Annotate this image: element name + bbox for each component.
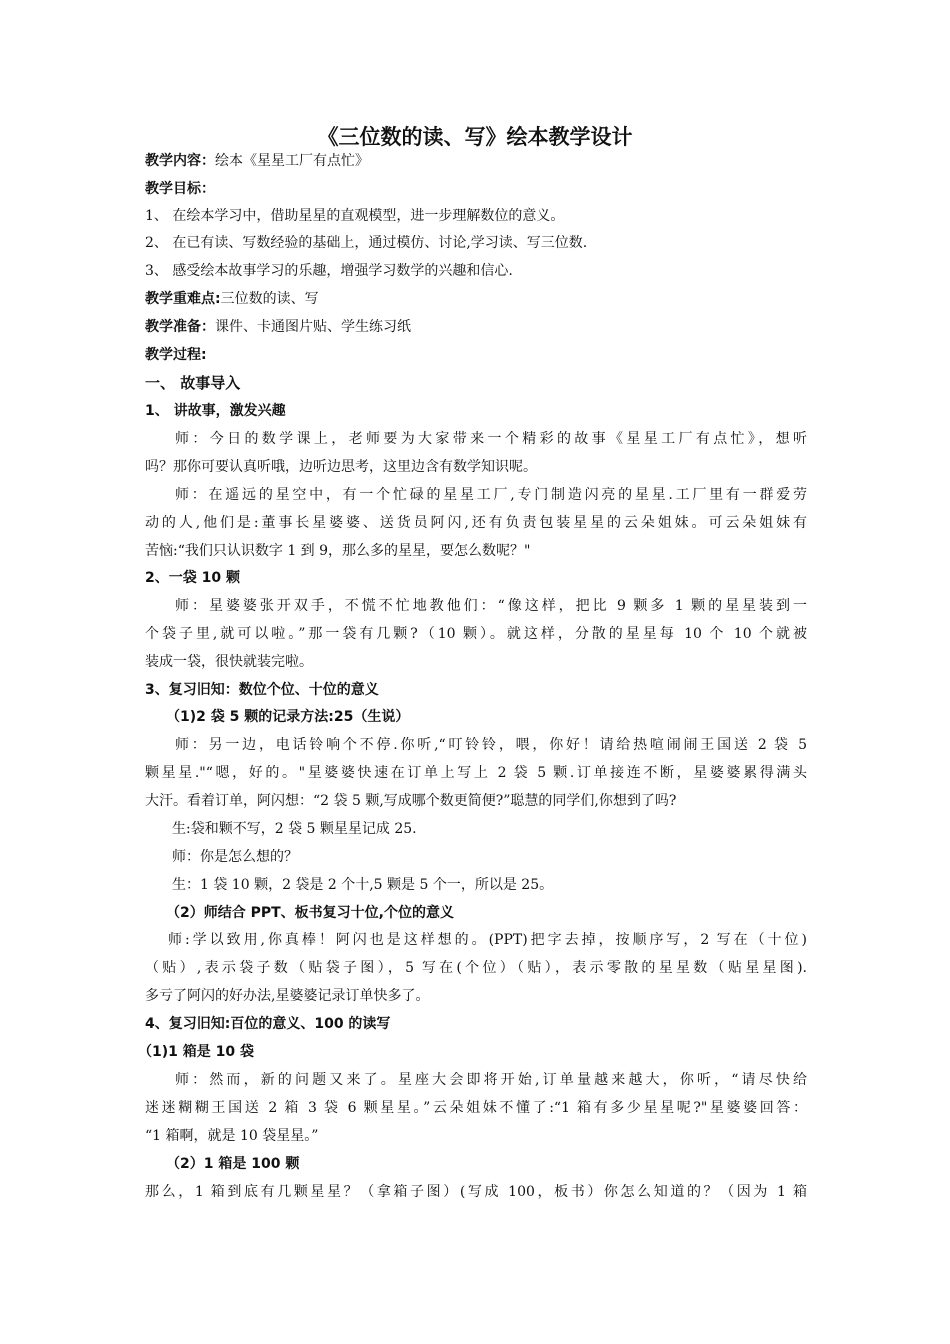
paragraph-line: 师：今日的数学课上，老师要为大家带来一个精彩的故事《星星工厂有点忙》，想听 bbox=[175, 431, 807, 447]
objective-item-1: 1、 在绘本学习中，借助星星的直观模型，进一步理解数位的意义。 bbox=[145, 208, 565, 224]
paragraph-line: 师：另一边，电话铃响个不停.你听,“叮铃铃，喂，你好！请给热喧闹闹王国送 2 袋 5 bbox=[175, 737, 807, 753]
paragraph-line: 颗星星."“嗯，好的。"星婆婆快速在订单上写上 2 袋 5 颗.订单接连不断，星婆婆累得满头 bbox=[145, 765, 807, 781]
paragraph-line: 大汗。看着订单，阿闪想：“2 袋 5 颗,写成哪个数更简便?”聪慧的同学们,你想到了吗? bbox=[145, 793, 677, 809]
paragraph-line: 师：星婆婆张开双手，不慌不忙地教他们：“像这样，把比 9 颗多 1 颗的星星装到一 bbox=[175, 598, 807, 614]
preparation-text: 课件、卡通图片贴、学生练习纸 bbox=[215, 319, 411, 335]
subsection-heading: 3、复习旧知：数位个位、十位的意义 bbox=[145, 682, 379, 698]
objectives-label: 教学目标： bbox=[145, 181, 215, 197]
student-answer: 生:袋和颗不写，2 袋 5 颗星星记成 25. bbox=[172, 821, 417, 837]
document-title: 《三位数的读、写》绘本教学设计 bbox=[317, 125, 633, 149]
content-line bbox=[145, 151, 369, 171]
sub-point-heading: （2）1 箱是 100 颗 bbox=[166, 1156, 300, 1172]
paragraph-line: 师：然而，新的问题又来了。星座大会即将开始,订单量越来越大，你听，“请尽快给 bbox=[175, 1072, 807, 1088]
paragraph-line: 装成一袋，很快就装完啦。 bbox=[145, 654, 313, 670]
teacher-question: 师：你是怎么想的？ bbox=[172, 849, 298, 865]
sub-point-heading: （1)1 箱是 10 袋 bbox=[138, 1044, 254, 1060]
content-text: 绘本《星星工厂有点忙》 bbox=[215, 153, 369, 169]
subsection-heading: 4、复习旧知:百位的意义、100 的读写 bbox=[145, 1016, 391, 1032]
student-answer: 生：1 袋 10 颗，2 袋是 2 个十,5 颗是 5 个一，所以是 25。 bbox=[172, 877, 554, 893]
paragraph-line: 师：在遥远的星空中，有一个忙碌的星星工厂,专门制造闪亮的星星.工厂里有一群爱劳 bbox=[175, 487, 807, 503]
paragraph-line: （贴）,表示袋子数（贴袋子图），5 写在(个位）（贴），表示零散的星星数（贴星星图). bbox=[145, 960, 807, 976]
preparation-line bbox=[145, 317, 411, 337]
subsection-heading: 2、一袋 10 颗 bbox=[145, 570, 240, 586]
paragraph-line: “1 箱啊，就是 10 袋星星。” bbox=[145, 1128, 319, 1144]
paragraph-line: 苦恼:“我们只认识数字 1 到 9，那么多的星星，要怎么数呢？" bbox=[145, 543, 531, 559]
content-label: 教学内容： bbox=[145, 153, 215, 169]
subsection-heading: 1、 讲故事，激发兴趣 bbox=[145, 403, 286, 419]
objective-item-3: 3、 感受绘本故事学习的乐趣，增强学习数学的兴趣和信心. bbox=[145, 263, 513, 279]
key-points-label: 教学重难点: bbox=[145, 291, 221, 307]
paragraph-line: 吗？那你可要认真听哦，边听边思考，这里边含有数学知识呢。 bbox=[145, 459, 537, 475]
key-points-text: 三位数的读、写 bbox=[220, 291, 319, 307]
paragraph-line: 个袋子里,就可以啦。”那一袋有几颗?（10 颗）。就这样，分散的星星每 10 个 10 个就被 bbox=[145, 626, 807, 642]
sub-point-heading: （2）师结合 PPT、板书复习十位,个位的意义 bbox=[166, 905, 455, 921]
process-label: 教学过程: bbox=[145, 347, 207, 363]
paragraph-line: 多亏了阿闪的好办法,星婆婆记录订单快多了。 bbox=[145, 988, 430, 1004]
paragraph-line: 那么，1 箱到底有几颗星星？（拿箱子图）(写成 100，板书）你怎么知道的？（因为 1 箱 bbox=[145, 1184, 807, 1200]
key-points-line bbox=[145, 289, 319, 309]
section-heading: 一、 故事导入 bbox=[145, 374, 241, 392]
objective-item-2: 2、 在已有读、写数经验的基础上，通过模仿、讨论,学习读、写三位数. bbox=[145, 235, 588, 251]
paragraph-line: 动的人,他们是:董事长星婆婆、送货员阿闪,还有负责包装星星的云朵姐妹。可云朵姐妹有 bbox=[145, 515, 807, 531]
preparation-label: 教学准备： bbox=[145, 319, 215, 335]
sub-point-heading: （1)2 袋 5 颗的记录方法:25（生说） bbox=[166, 709, 410, 725]
paragraph-line: 师:学以致用,你真棒！阿闪也是这样想的。(PPT)把字去掉，按顺序写，2 写在（十位) bbox=[168, 932, 807, 948]
paragraph-line: 迷迷糊糊王国送 2 箱 3 袋 6 颗星星。”云朵姐妹不懂了:“1 箱有多少星星呢?"星婆婆回答： bbox=[145, 1100, 807, 1116]
